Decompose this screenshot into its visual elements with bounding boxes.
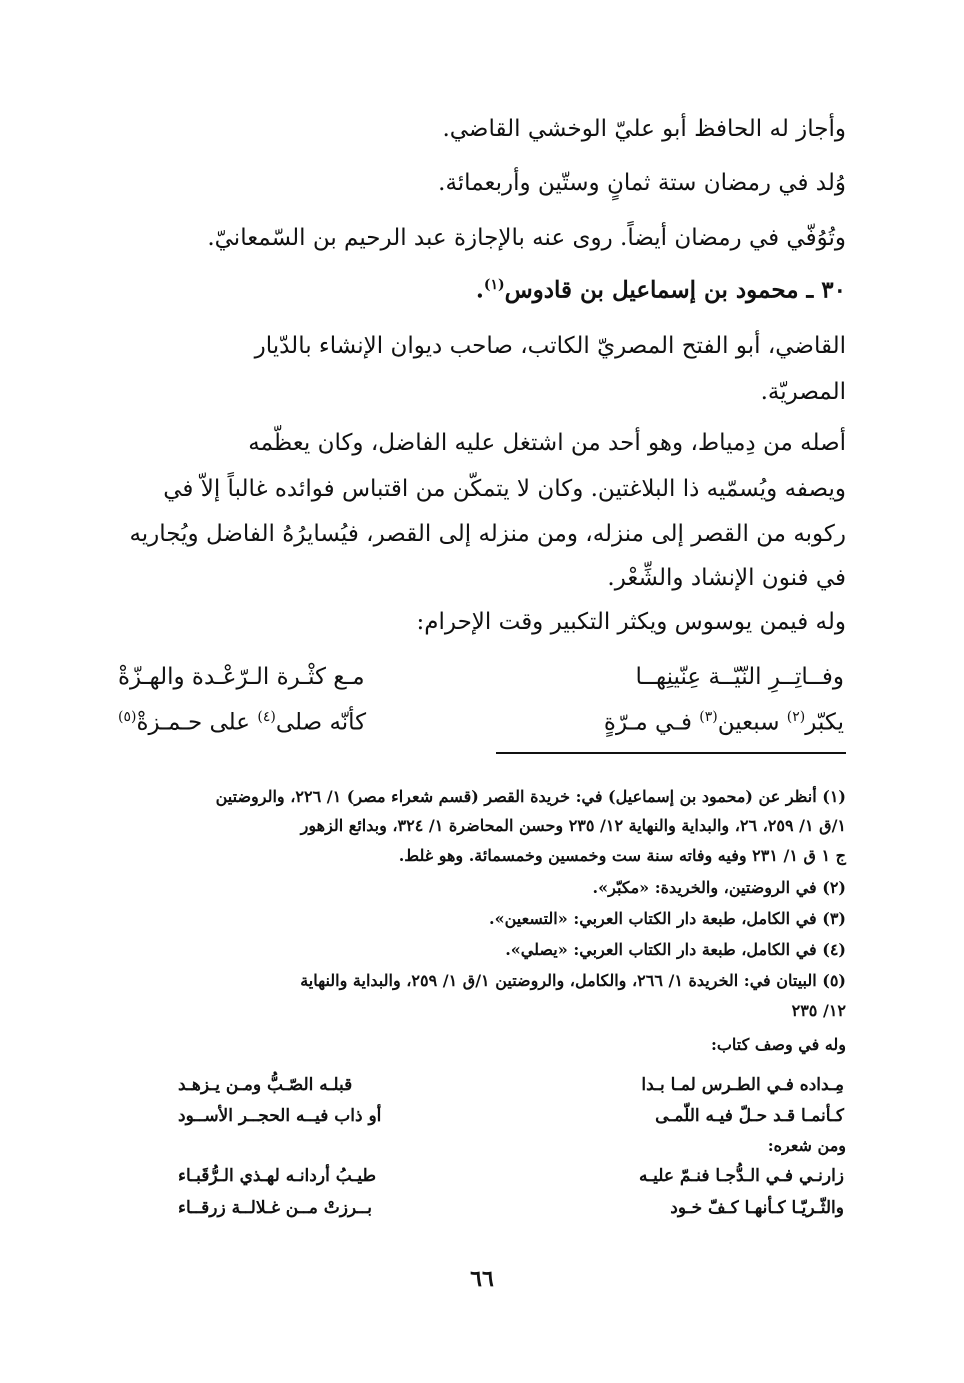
entry-heading-text: ٣٠ ـ محمود بن إسماعيل بن قادوس — [504, 276, 846, 304]
footnote-verse-intro-2: ومن شعره: — [767, 1136, 846, 1155]
footnote-4: (٤) في الكامل، طبعة دار الكتاب العربي: «يصلي». — [505, 940, 846, 959]
text-line-3: وتُوُفّي في رمضان أيضاً. روى عنه بالإجازة عبد الرحيم بن السّمعانيّ. — [207, 225, 846, 251]
page-number: ٦٦ — [470, 1266, 494, 1292]
footnote-2: (٢) في الروضتين، والخريدة: «مكبّر». — [592, 878, 846, 897]
paragraph-2-line-3: ركوبه من القصر إلى منزله، ومن منزله إلى القصر، فيُسايرُهُ الفاضل ويُجاريه — [129, 521, 846, 547]
text-line-2: وُلد في رمضان ستة ثمانٍ وستّين وأربعمائة. — [438, 170, 846, 196]
verse-1-hemistich-b1: مـع كثْـرة الـرّعْـدة والهـزّةْ — [118, 664, 365, 690]
text-line-1: وأجاز له الحافظ أبو عليّ الوخشي القاضي. — [442, 116, 846, 142]
verse-1-hemistich-a1: وفــاتِــرِ النّيّــة عِنّينِهــا — [635, 664, 844, 690]
footnote-verse-3-line-1 — [178, 1166, 844, 1186]
footnote-verse-intro-1: وله في وصف كتاب: — [710, 1035, 846, 1054]
verse-1-line-2 — [118, 709, 844, 736]
footnote-ref-1: (١) — [483, 277, 505, 293]
entry-heading-end: . — [475, 276, 484, 304]
entry-heading — [476, 278, 846, 302]
footnote-verse-3-b2: بــرزتْ مــن غـلالــة زرقــاء — [178, 1198, 372, 1218]
paragraph-1-line-2: المصريّة. — [760, 379, 846, 405]
footnote-ref-2: (٢) — [786, 709, 806, 725]
footnote-verse-2-b2: أو ذاب فيــه الحجــر الأســود — [178, 1106, 382, 1126]
footnote-verse-2-line-1 — [178, 1075, 844, 1095]
footnote-1-line-1: (١) أنظر عن (محمود بن إسماعيل) في: خريدة القصر (قسم شعراء مصر) ١/ ٢٢٦، والروضتين — [215, 787, 846, 806]
footnote-ref-5: (٥) — [118, 709, 137, 725]
footnote-separator — [496, 752, 846, 754]
footnote-3: (٣) في الكامل، طبعة دار الكتاب العربي: «التسعين». — [489, 909, 846, 928]
verse-1-line-1 — [118, 664, 844, 690]
verse-1-hemistich-a2 — [604, 709, 844, 736]
paragraph-1-line-1: القاضي، أبو الفتح المصريّ الكاتب، صاحب ديوان الإنشاء بالدّيار — [254, 333, 846, 359]
verse-word-fi-marra: فـي مـرّةٍ — [603, 709, 700, 736]
footnote-ref-4: (٤) — [257, 709, 276, 725]
verse-word-yukabbir: يكبّر — [805, 709, 844, 736]
verse-word-sabin: سبعين — [717, 709, 787, 736]
footnote-ref-3: (٣) — [699, 709, 718, 725]
footnote-verse-2-line-2 — [178, 1106, 844, 1126]
verse-1-hemistich-b2 — [118, 709, 366, 736]
paragraph-3: وله فيمن يوسوس ويكثر التكبير وقت الإحرام: — [416, 609, 846, 635]
footnote-verse-3-a2: والثّـريّـا كـأنهـا كـفّ خـود — [670, 1198, 844, 1218]
paragraph-2-line-1: أصله من دِمياط، وهو أحد من اشتغل عليه الفاضل، وكان يعظّمه — [248, 430, 846, 456]
footnote-verse-2-a1: مِـداده فـي الطـرس لمـا بـدا — [641, 1075, 844, 1095]
verse-word-kaannahu: كأنّه صلى — [275, 709, 367, 736]
footnote-5-line-2: ١٢/ ٢٣٥ — [791, 1001, 846, 1020]
verse-word-ala-hamza: على حـمـزةْ — [136, 709, 258, 736]
footnote-verse-3-line-2 — [178, 1198, 844, 1218]
footnote-1-line-3: ج ١ ق ١/ ٢٣١ وفيه وفاته سنة ست وخمسين وخمسمائة. وهو غلط. — [398, 846, 846, 865]
footnote-5-line-1: (٥) البيتان في: الخريدة ١/ ٢٦٦، والكامل، والروضتين ١/ق ١/ ٢٥٩، والبداية والنهاية — [300, 971, 846, 990]
footnote-verse-3-a1: زارنـي فـي الـدُّجـا فنـمّ عليـه — [639, 1166, 844, 1186]
paragraph-2-line-2: ويصفه ويُسمّيه ذا البلاغتين. وكان لا يتمكّن من اقتباس فوائده غالباً إلاّ في — [163, 476, 846, 502]
footnote-verse-2-a2: كـأنمـا قـد حـلّ فيـه اللّمـى — [655, 1106, 844, 1126]
footnote-verse-2-b1: قبلـه الصّـبُّ ومـن يـزهـد — [178, 1075, 353, 1095]
footnote-verse-3-b1: طيـبُ أردانـه لهـذي الـرُّقَبـاء — [178, 1166, 377, 1186]
paragraph-2-line-4: في فنون الإنشاد والشِّعْر. — [607, 565, 846, 591]
footnote-1-line-2: ١/ق ١/ ٢٥٩، ٢٦، والبداية والنهاية ١٢/ ٢٣٥ وحسن المحاضرة ١/ ٣٢٤، وبدائع الزهور — [300, 816, 846, 835]
